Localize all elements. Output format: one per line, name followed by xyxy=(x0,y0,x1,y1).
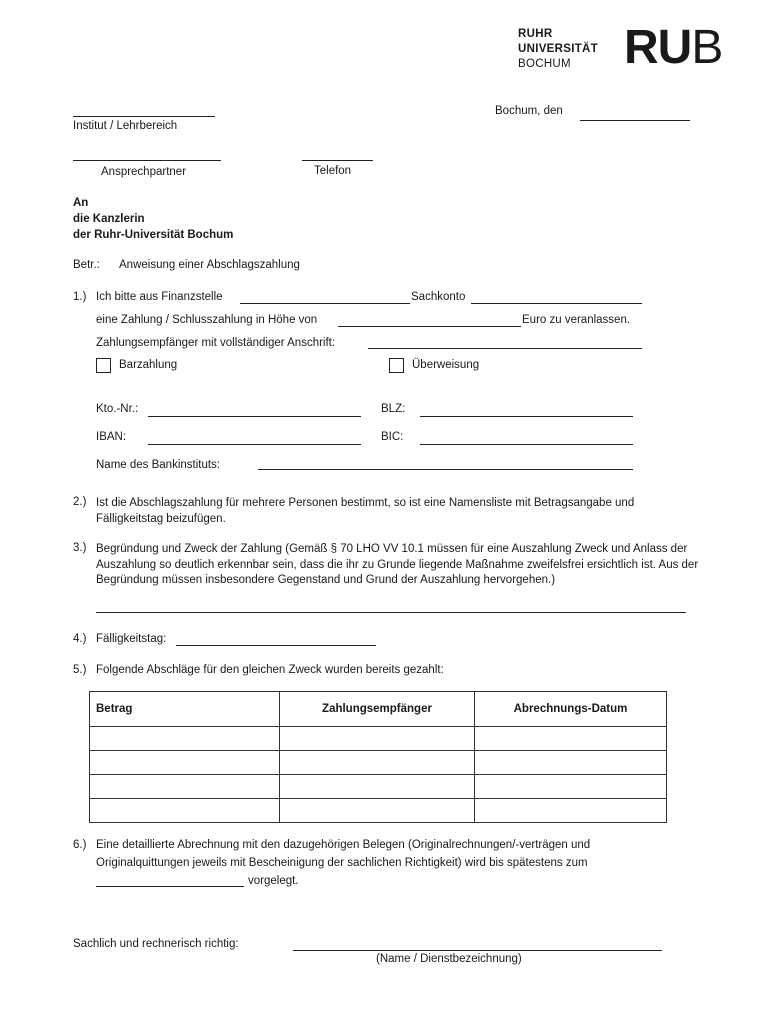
rub-logo-mark xyxy=(624,21,723,74)
account-number-field[interactable] xyxy=(148,416,361,417)
blz-label: BLZ: xyxy=(381,403,406,415)
logo-mark-ru: RU xyxy=(624,21,692,74)
item1-number: 1.) xyxy=(73,291,87,303)
date-field[interactable] xyxy=(580,120,690,121)
column-header-settlement-date: Abrechnungs-Datum xyxy=(475,692,667,727)
due-date-label: Fälligkeitstag: xyxy=(96,633,167,645)
recipient-address xyxy=(73,195,233,243)
previous-payments-table xyxy=(89,691,667,823)
phone-label: Telefon xyxy=(314,165,352,177)
institute-field[interactable] xyxy=(73,116,215,117)
bic-field[interactable] xyxy=(420,444,633,445)
table-header-row xyxy=(90,692,667,727)
item2-text: Ist die Abschlagszahlung für mehrere Personen bestimmt, so ist eine Namensliste mit Betragsangabe und Fälligkeitstag beizufügen. xyxy=(96,497,635,525)
table-cell[interactable] xyxy=(475,799,667,823)
table-cell[interactable] xyxy=(475,727,667,751)
cash-checkbox[interactable] xyxy=(96,358,111,373)
table-cell[interactable] xyxy=(280,775,475,799)
logo-line-ruhr: RUHR xyxy=(518,28,553,40)
bic-label: BIC: xyxy=(381,431,404,443)
euro-label: Euro zu veranlassen. xyxy=(522,314,631,326)
signature-field[interactable] xyxy=(293,950,662,951)
item2-number: 2.) xyxy=(73,496,87,508)
cash-label: Barzahlung xyxy=(119,359,178,371)
contact-label: Ansprechpartner xyxy=(101,166,187,178)
item5-number: 5.) xyxy=(73,664,87,676)
transfer-checkbox[interactable] xyxy=(389,358,404,373)
settlement-deadline-field[interactable] xyxy=(96,886,244,887)
table-cell[interactable] xyxy=(280,799,475,823)
item6-number: 6.) xyxy=(73,839,87,851)
table-cell[interactable] xyxy=(280,727,475,751)
phone-field[interactable] xyxy=(302,160,373,161)
logo-text xyxy=(518,27,598,72)
table-row xyxy=(90,799,667,823)
logo-line-bochum: BOCHUM xyxy=(518,58,571,70)
column-header-payee: Zahlungsempfänger xyxy=(280,692,475,727)
bank-name-field[interactable] xyxy=(258,469,633,470)
blz-field[interactable] xyxy=(420,416,633,417)
table-cell[interactable] xyxy=(90,799,280,823)
institute-label: Institut / Lehrbereich xyxy=(73,120,178,132)
amount-field[interactable] xyxy=(338,326,521,327)
table-cell[interactable] xyxy=(280,751,475,775)
due-date-field[interactable] xyxy=(176,645,376,646)
logo-line-universitaet: UNIVERSITÄT xyxy=(518,43,598,55)
payee-label: Zahlungsempfänger mit vollständiger Anschrift: xyxy=(96,337,336,349)
table-cell[interactable] xyxy=(475,751,667,775)
signature-label: Sachlich und rechnerisch richtig: xyxy=(73,938,239,950)
recipient-line-2: die Kanzlerin xyxy=(73,213,145,225)
iban-label: IBAN: xyxy=(96,431,127,443)
reason-field[interactable] xyxy=(96,612,686,613)
item1-request-label: Ich bitte aus Finanzstelle xyxy=(96,291,223,303)
item3-text: Begründung und Zweck der Zahlung (Gemäß § 70 LHO VV 10.1 müssen für eine Auszahlung Zweck und Anlass der Auszahlung so deutlich erkennbar sein, dass die ihr zu Grunde liegende Maßnahme zweifelsfrei ersichtlich ist. Aus der Begründung müssen insbesondere Gegenstand und Grund der Auszahlung hervorgehen.) xyxy=(96,543,699,586)
item6-line-2: Originalquittungen jeweils mit Bescheinigung der sachlichen Richtigkeit) wird bis spätestens zum xyxy=(96,857,588,869)
table-cell[interactable] xyxy=(90,775,280,799)
table-row xyxy=(90,775,667,799)
payment-amount-label: eine Zahlung / Schlusszahlung in Höhe von xyxy=(96,314,318,326)
recipient-line-3: der Ruhr-Universität Bochum xyxy=(73,229,234,241)
subject-text: Anweisung einer Abschlagszahlung xyxy=(119,259,300,271)
table-row xyxy=(90,751,667,775)
iban-field[interactable] xyxy=(148,444,361,445)
item3-number: 3.) xyxy=(73,542,87,554)
item6-line-3: vorgelegt. xyxy=(248,875,299,887)
table-cell[interactable] xyxy=(475,775,667,799)
table-cell[interactable] xyxy=(90,751,280,775)
finance-unit-field[interactable] xyxy=(240,303,410,304)
item4-number: 4.) xyxy=(73,633,87,645)
table-row xyxy=(90,727,667,751)
item5-text: Folgende Abschläge für den gleichen Zweck wurden bereits gezahlt: xyxy=(96,664,444,676)
table-cell[interactable] xyxy=(90,727,280,751)
payee-field[interactable] xyxy=(368,348,642,349)
signature-caption: (Name / Dienstbezeichnung) xyxy=(376,953,522,965)
logo-mark-b: B xyxy=(691,21,723,74)
account-field[interactable] xyxy=(471,303,642,304)
account-label: Sachkonto xyxy=(411,291,466,303)
transfer-label: Überweisung xyxy=(412,359,480,371)
column-header-amount: Betrag xyxy=(90,692,280,727)
contact-field[interactable] xyxy=(73,160,221,161)
item6-line-1: Eine detaillierte Abrechnung mit den dazugehörigen Belegen (Originalrechnungen/-verträgen und xyxy=(96,839,591,851)
account-number-label: Kto.-Nr.: xyxy=(96,403,139,415)
place-date-label: Bochum, den xyxy=(495,105,563,117)
recipient-line-1: An xyxy=(73,197,89,209)
subject-label: Betr.: xyxy=(73,259,100,271)
bank-name-label: Name des Bankinstituts: xyxy=(96,459,221,471)
